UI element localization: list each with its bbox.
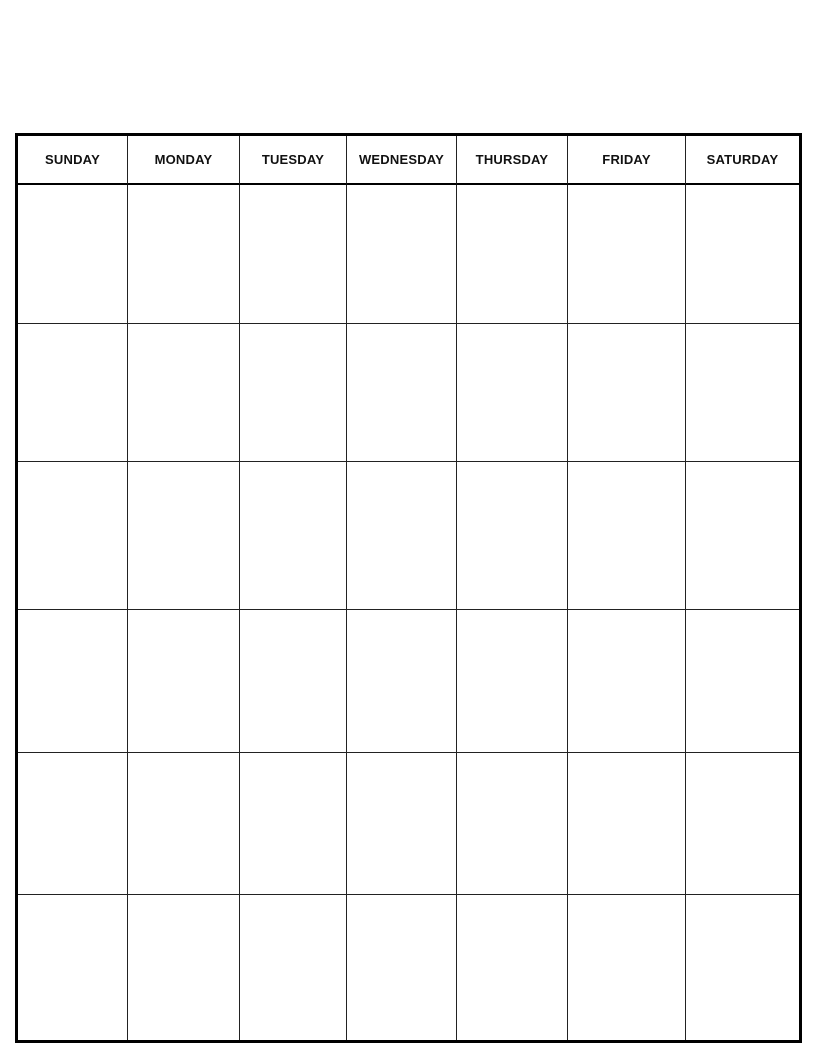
day-cell bbox=[568, 753, 686, 895]
day-cell bbox=[18, 610, 128, 753]
day-cell bbox=[240, 185, 347, 324]
day-cell bbox=[686, 753, 799, 895]
day-cell bbox=[347, 895, 457, 1040]
day-cell bbox=[347, 753, 457, 895]
day-cell bbox=[128, 610, 240, 753]
day-cell bbox=[240, 753, 347, 895]
day-cell bbox=[240, 895, 347, 1040]
day-cell bbox=[568, 895, 686, 1040]
day-header-wednesday: WEDNESDAY bbox=[347, 136, 457, 185]
day-header-thursday: THURSDAY bbox=[457, 136, 568, 185]
day-header-monday: MONDAY bbox=[128, 136, 240, 185]
day-cell bbox=[686, 324, 799, 462]
day-cell bbox=[457, 462, 568, 610]
day-cell bbox=[347, 185, 457, 324]
day-header-friday: FRIDAY bbox=[568, 136, 686, 185]
day-cell bbox=[18, 895, 128, 1040]
day-cell bbox=[568, 324, 686, 462]
day-cell bbox=[457, 185, 568, 324]
day-cell bbox=[686, 185, 799, 324]
day-cell bbox=[128, 462, 240, 610]
day-cell bbox=[18, 185, 128, 324]
day-cell bbox=[128, 753, 240, 895]
day-cell bbox=[18, 324, 128, 462]
day-cell bbox=[686, 895, 799, 1040]
day-cell bbox=[18, 462, 128, 610]
day-cell bbox=[347, 324, 457, 462]
day-header-sunday: SUNDAY bbox=[18, 136, 128, 185]
day-cell bbox=[128, 895, 240, 1040]
day-cell bbox=[568, 610, 686, 753]
day-cell bbox=[347, 462, 457, 610]
day-header-saturday: SATURDAY bbox=[686, 136, 799, 185]
day-cell bbox=[457, 610, 568, 753]
calendar-grid bbox=[15, 133, 802, 1043]
day-cell bbox=[240, 462, 347, 610]
day-cell bbox=[347, 610, 457, 753]
day-cell bbox=[457, 895, 568, 1040]
day-cell bbox=[457, 753, 568, 895]
day-cell bbox=[240, 324, 347, 462]
day-cell bbox=[128, 185, 240, 324]
day-cell bbox=[240, 610, 347, 753]
day-cell bbox=[686, 462, 799, 610]
day-cell bbox=[457, 324, 568, 462]
day-cell bbox=[18, 753, 128, 895]
day-cell bbox=[568, 462, 686, 610]
day-cell bbox=[128, 324, 240, 462]
day-header-tuesday: TUESDAY bbox=[240, 136, 347, 185]
day-cell bbox=[568, 185, 686, 324]
day-cell bbox=[686, 610, 799, 753]
